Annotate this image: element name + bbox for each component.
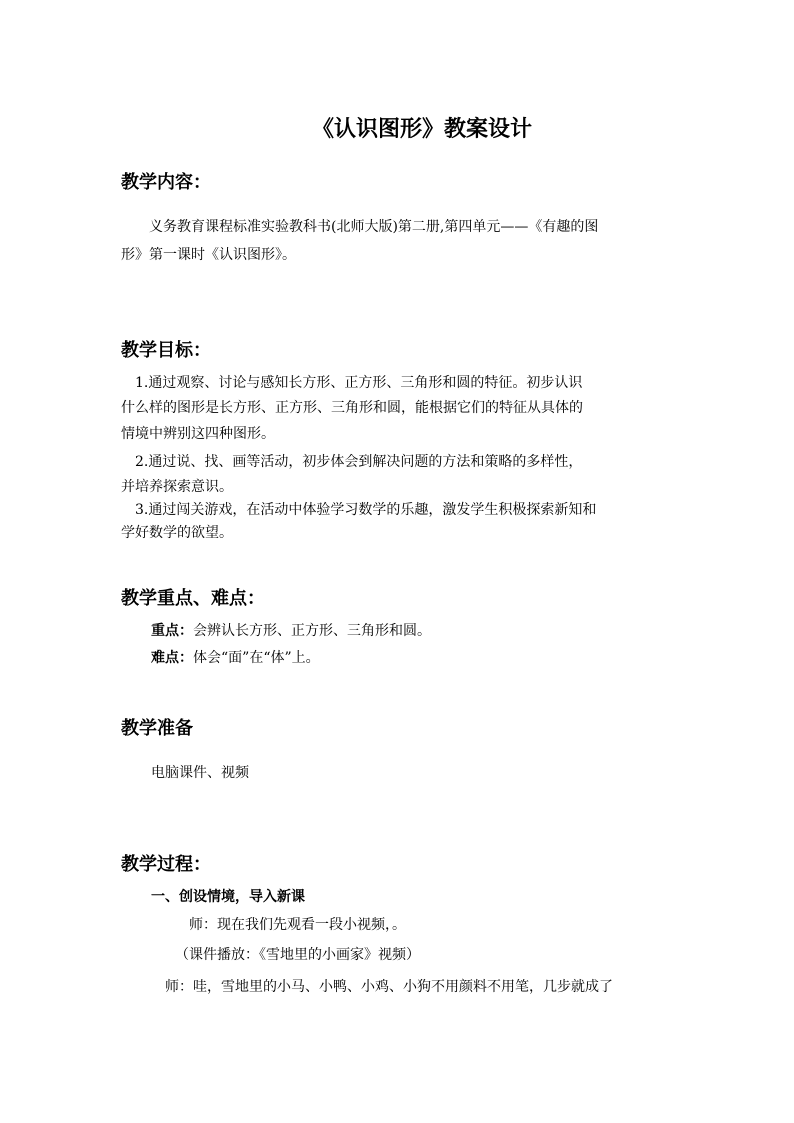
difficulty-line [151,647,320,670]
key-point-line [151,620,431,643]
document-title: 《认识图形》教案设计 [311,117,532,142]
section-heading-keypoints: 教学重点、难点： [121,588,265,609]
goal-line: 2.通过说、找、画等活动，初步体会到解决问题的方法和策略的多样性， [135,454,583,470]
paragraph-line: 形》第一课时《认识图形》。 [121,247,296,263]
section-heading-goals: 教学目标： [121,340,211,361]
difficulty-label: 难点： [151,650,193,666]
goal-line: 并培养探索意识。 [121,479,233,495]
process-line: 师：现在我们先观看一段小视频，。 [189,917,406,933]
section-heading-prep: 教学准备 [121,718,193,739]
process-line: （课件播放：《雪地里的小画家》视频） [175,947,420,963]
paragraph-line: 义务教育课程标准实验教科书(北师大版)第二册,第四单元——《有趣的图 [149,219,599,235]
process-line: 师：哇，雪地里的小马、小鸭、小鸡、小狗不用颜料不用笔，几步就成了 [165,979,613,995]
prep-text: 电脑课件、视频 [151,765,249,781]
section-heading-content: 教学内容： [121,172,211,193]
goal-line: 学好数学的欲望。 [121,525,233,541]
key-point-text: 会辨认长方形、正方形、三角形和圆。 [193,623,431,639]
key-point-label: 重点： [151,623,193,639]
process-step-heading: 一、创设情境，导入新课 [151,889,305,905]
goal-line: 情境中辨别这四种图形。 [121,426,275,442]
goal-line: 3.通过闯关游戏，在活动中体验学习数学的乐趣，激发学生积极探索新知和 [135,502,597,518]
section-heading-process: 教学过程： [121,854,211,875]
goal-line: 1.通过观察、讨论与感知长方形、正方形、三角形和圆的特征。初步认识 [135,375,583,391]
goal-line: 什么样的图形是长方形、正方形、三角形和圆，能根据它们的特征从具体的 [121,400,583,416]
difficulty-text: 体会“面”在“体”上。 [193,650,320,666]
